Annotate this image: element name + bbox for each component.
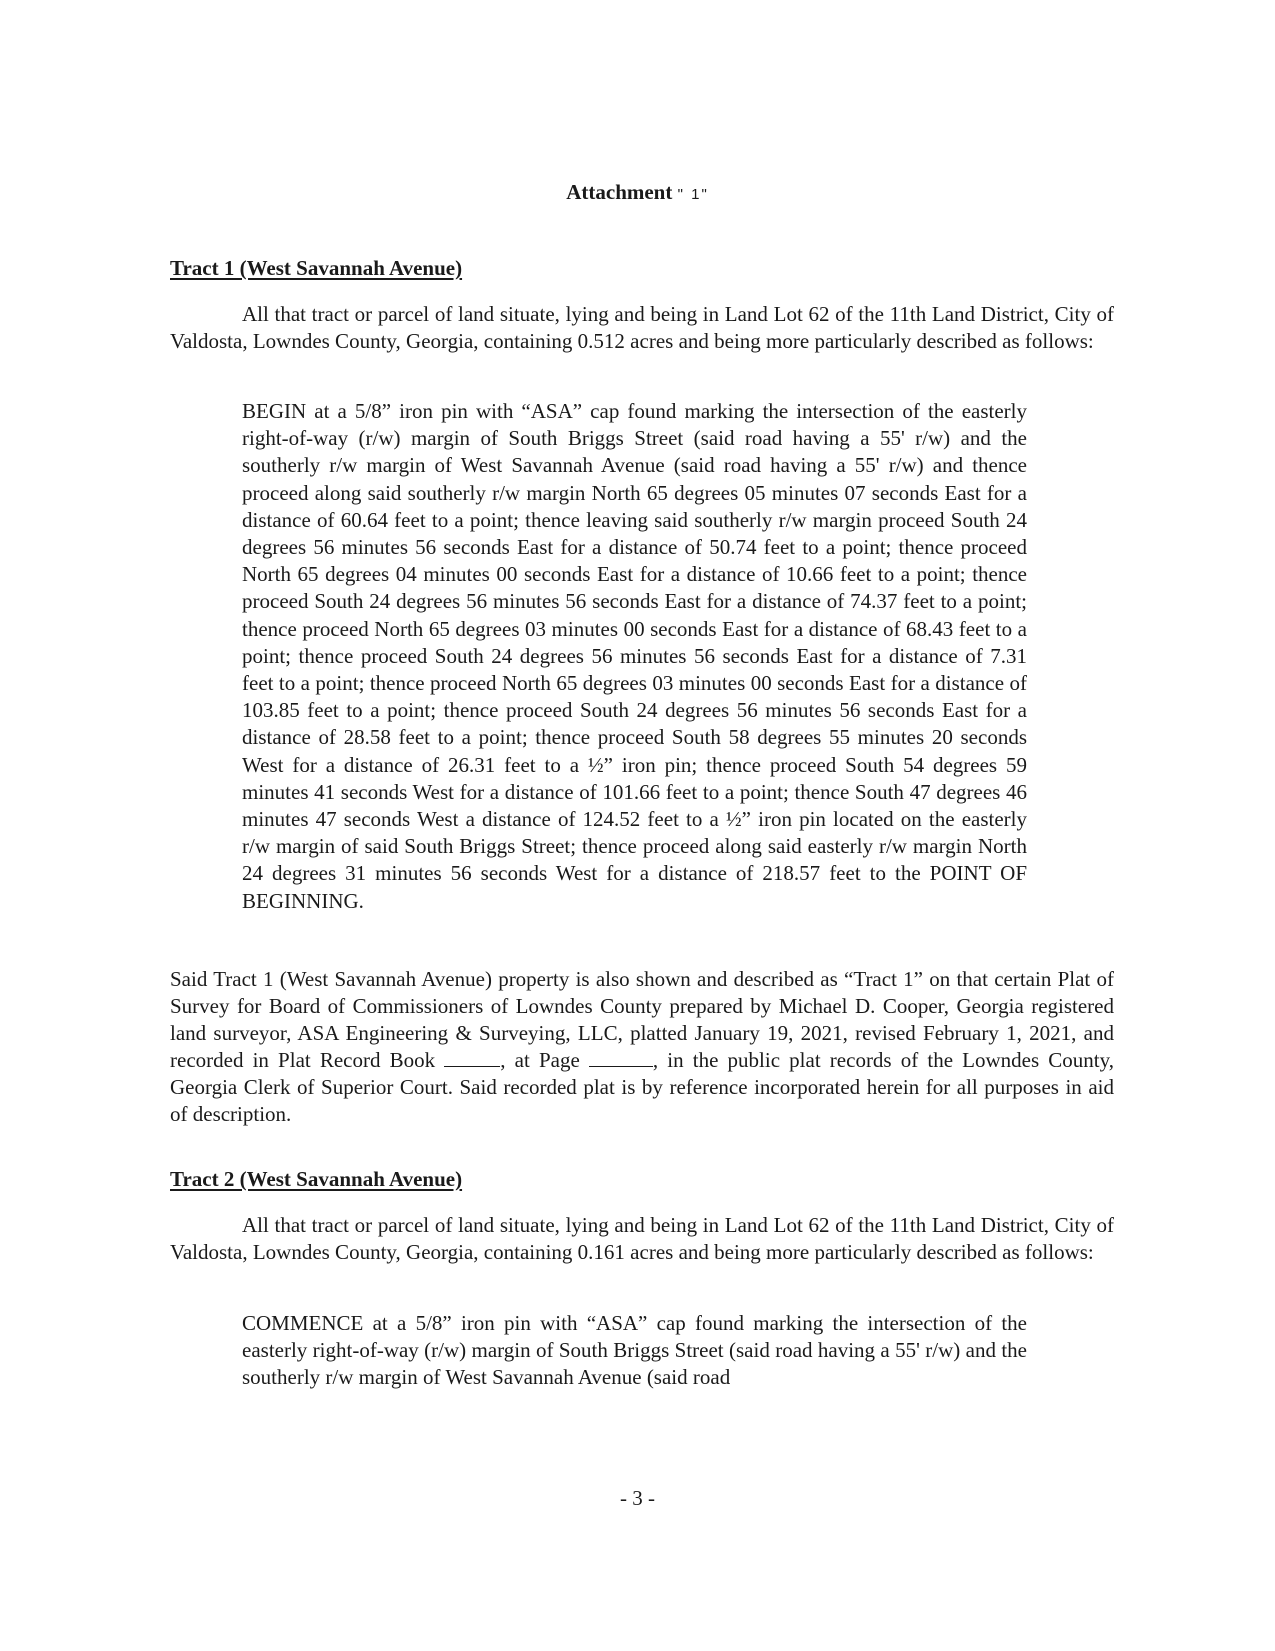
attachment-heading: [0, 180, 1275, 205]
page-number: - 3 -: [620, 1486, 655, 1510]
plat-page-blank: [589, 1048, 653, 1067]
attachment-title: Attachment: [566, 180, 673, 204]
tract2-description: COMMENCE at a 5/8” iron pin with “ASA” cap found marking the intersection of the easterly right-of-way (r/w) margin of South Briggs Street (said road having a 55' r/w) and the southerly r/w margin of West Savannah Avenue (said road: [242, 1311, 1027, 1390]
plat-text-part3: , in the public plat records of the Lowndes County, Georgia Clerk of Superior Court. Said recorded plat is by reference incorporated herein for all purposes in aid of description.: [170, 1048, 1115, 1126]
tract2-intro: All that tract or parcel of land situate, lying and being in Land Lot 62 of the 11th Land District, City of Valdosta, Lowndes County, Georgia, containing 0.161 acres and being more particularly described as follows:: [170, 1213, 1114, 1264]
attachment-number: " 1": [677, 186, 709, 203]
plat-text-part2: , at Page: [500, 1048, 580, 1072]
tract1-intro: All that tract or parcel of land situate, lying and being in Land Lot 62 of the 11th Land District, City of Valdosta, Lowndes County, Georgia, containing 0.512 acres and being more particularly described as follows:: [170, 302, 1114, 353]
tract2-heading: Tract 2 (West Savannah Avenue): [170, 1167, 463, 1191]
plat-text-part1: Said Tract 1 (West Savannah Avenue) property is also shown and described as “Tract 1” on that certain Plat of Survey for Board of Commissioners of Lowndes County prepared by Michael D. Cooper, Georgia registered land surveyor, ASA Engineering & Surveying, LLC, platted January 19, 2021, revised February 1, 2021, and recorded in Plat Record Book: [170, 967, 1114, 1072]
tract1-description: BEGIN at a 5/8” iron pin with “ASA” cap found marking the intersection of the easterly right-of-way (r/w) margin of South Briggs Street (said road having a 55' r/w) and the southerly r/w margin of West Savannah Avenue (said road having a 55' r/w) and thence proceed along said southerly r/w margin North 65 degrees 05 minutes 07 seconds East for a distance of 60.64 feet to a point; thence leaving said southerly r/w margin proceed South 24 degrees 56 minutes 56 seconds East for a distance of 50.74 feet to a point; thence proceed North 65 degrees 04 minutes 00 seconds East for a distance of 10.66 feet to a point; thence proceed South 24 degrees 56 minutes 56 seconds East for a distance of 74.37 feet to a point; thence proceed North 65 degrees 03 minutes 00 seconds East for a distance of 68.43 feet to a point; thence proceed South 24 degrees 56 minutes 56 seconds East for a distance of 7.31 feet to a point; thence proceed North 65 degrees 03 minutes 00 seconds East for a distance of 103.85 feet to a point; thence proceed South 24 degrees 56 minutes 56 seconds East for a distance of 28.58 feet to a point; thence proceed South 58 degrees 55 minutes 20 seconds West for a distance of 26.31 feet to a ½” iron pin; thence proceed South 54 degrees 59 minutes 41 seconds West for a distance of 101.66 feet to a point; thence South 47 degrees 46 minutes 47 seconds West a distance of 124.52 feet to a ½” iron pin located on the easterly r/w margin of said South Briggs Street; thence proceed along said easterly r/w margin North 24 degrees 31 minutes 56 seconds West for a distance of 218.57 feet to the POINT OF BEGINNING.: [242, 399, 1027, 913]
plat-book-blank: [444, 1048, 500, 1067]
tract1-plat-reference: [170, 966, 1114, 1128]
tract1-heading: Tract 1 (West Savannah Avenue): [170, 256, 463, 280]
